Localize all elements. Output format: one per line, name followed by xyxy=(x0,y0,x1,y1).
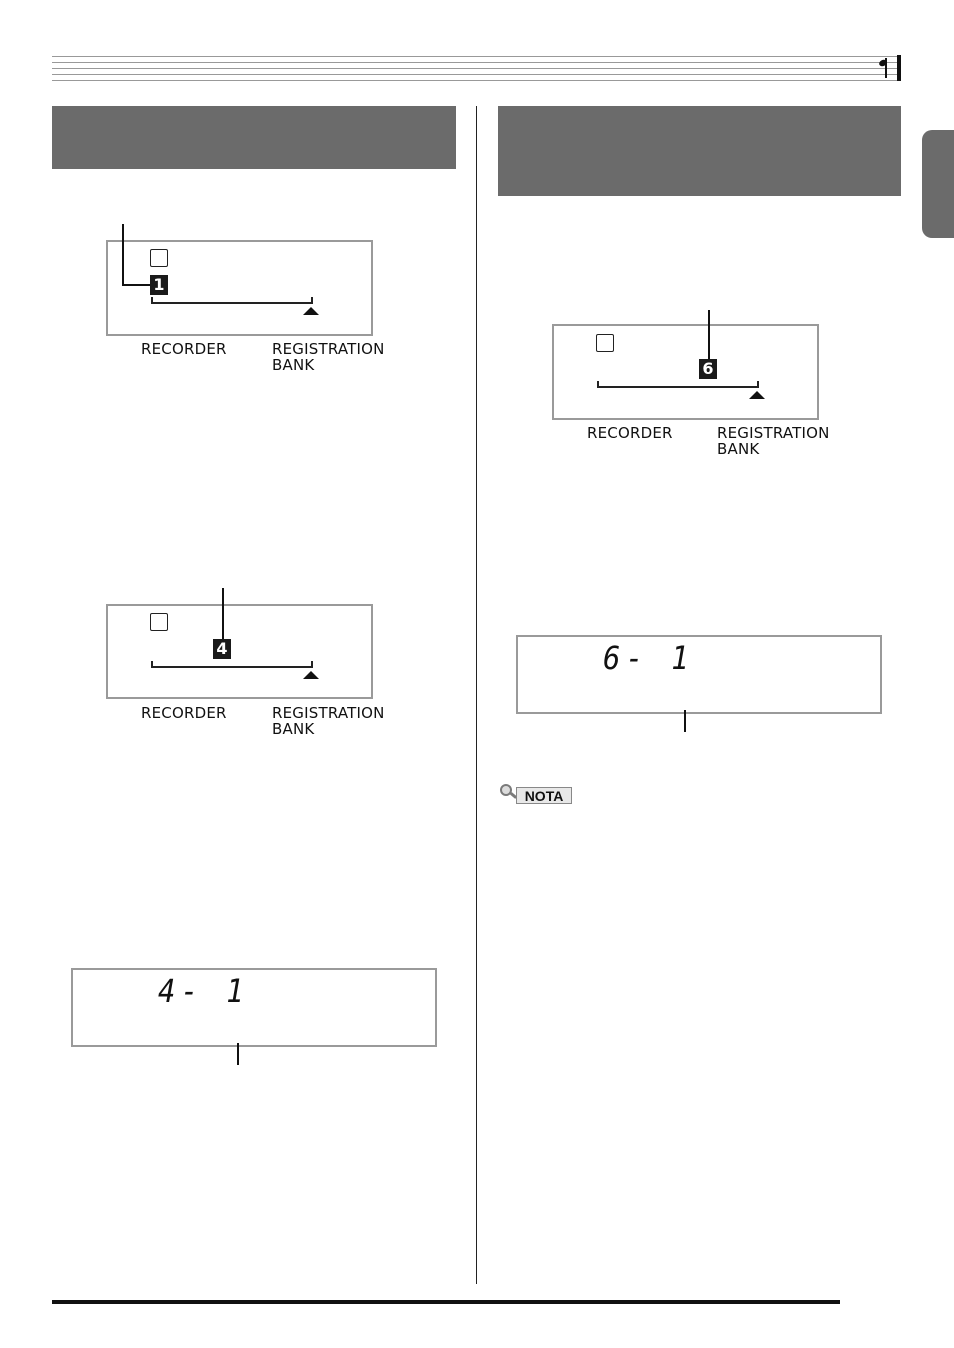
callout-pointer xyxy=(684,710,686,732)
recorder-label: RECORDER xyxy=(141,340,227,358)
registration-label: REGISTRATION xyxy=(717,424,830,442)
callout-pointer xyxy=(708,310,710,359)
footer-rule xyxy=(52,1300,840,1304)
lcd-indicator-box xyxy=(596,334,614,352)
bank-label: BANK xyxy=(717,440,760,458)
recorder-label: RECORDER xyxy=(141,704,227,722)
indicator-triangle-icon xyxy=(303,307,319,315)
callout-pointer xyxy=(222,588,224,639)
column-divider xyxy=(476,106,477,1284)
lcd-indicator-box xyxy=(150,613,168,631)
registration-label: REGISTRATION xyxy=(272,704,385,722)
bank-area-readout: 6- 1 xyxy=(603,639,694,677)
bank-number-digit: 1 xyxy=(150,275,168,295)
lcd-indicator-box xyxy=(150,249,168,267)
registration-label: REGISTRATION xyxy=(272,340,385,358)
note-label: NOTA xyxy=(516,787,572,804)
language-side-tab xyxy=(922,130,954,238)
note-badge xyxy=(498,784,574,804)
bank-number-digit: 6 xyxy=(699,359,717,379)
callout-pointer xyxy=(122,224,124,285)
indicator-triangle-icon xyxy=(749,391,765,399)
recorder-label: RECORDER xyxy=(587,424,673,442)
bank-label: BANK xyxy=(272,356,315,374)
bank-number-digit: 4 xyxy=(213,639,231,659)
callout-pointer xyxy=(237,1043,239,1065)
indicator-triangle-icon xyxy=(303,671,319,679)
bank-area-readout: 4- 1 xyxy=(158,972,249,1010)
section-header-left xyxy=(52,106,456,169)
staff-end-bar xyxy=(897,55,901,81)
section-header-right xyxy=(498,106,901,196)
bank-label: BANK xyxy=(272,720,315,738)
